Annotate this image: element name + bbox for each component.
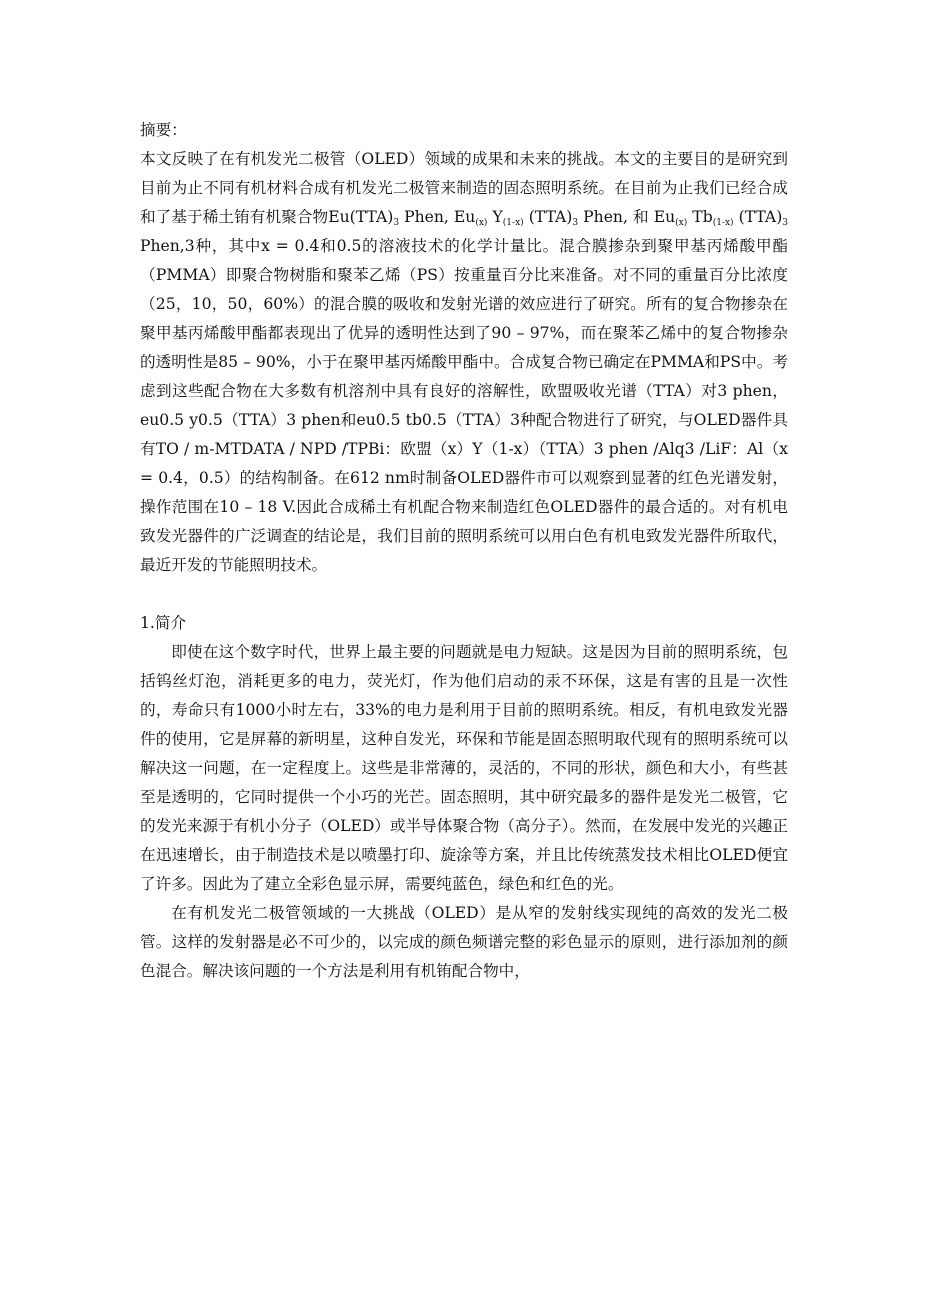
intro-heading: 1.简介 [140,614,187,632]
subscript: 3 [782,218,789,228]
subscript: 3 [572,218,579,228]
abstract-text: Phen, 和 Eu [578,208,676,226]
abstract-text: Phen, Eu [399,208,476,226]
intro-paragraph-1: 即使在这个数字时代，世界上最主要的问题就是电力短缺。这是因为目前的照明系统，包括钨丝灯泡，消耗更多的电力，荧光灯，作为他们启动的汞不环保，这是有害的且是一次性的，寿命只有1000小时左右，33%的电力是利用于目前的照明系统。相反，有机电致发光器件的使用，它是屏幕的新明星，这种自发光，环保和节能是固态照明取代现有的照明系统可以解决这一问题，在一定程度上。这些是非常薄的，灵活的，不同的形状，颜色和大小，有些甚至是透明的，它同时提供一个小巧的光芒。固态照明，其中研究最多的器件是发光二极管，它的发光来源于有机小分子（OLED）或半导体聚合物（高分子）。然而，在发展中发光的兴趣正在迅速增长，由于制造技术是以喷墨打印、旋涂等方案，并且比传统蒸发技术相比OLED便宜了许多。因此为了建立全彩色显示屏，需要纯蓝色，绿色和红色的光。 [140,643,788,893]
subscript: (x) [675,218,688,228]
abstract-text: Tb [687,208,713,226]
subscript: (1-x) [502,218,524,228]
subscript: (x) [475,218,488,228]
subscript: (1-x) [712,218,734,228]
abstract-text: Y [487,208,503,226]
abstract-text: Phen,3种，其中x = 0.4和0.5的溶液技术的化学计量比。混合膜掺杂到聚甲基丙烯酸甲酯（PMMA）即聚合物树脂和聚苯乙烯（PS）按重量百分比来准备。对不同的重量百分比浓度（25，10，50，60%）的混合膜的吸收和发射光谱的效应进行了研究。所有的复合物掺杂在聚甲基丙烯酸甲酯都表现出了优异的透明性达到了90 – 97%，而在聚苯乙烯中的复合物掺杂的透明性是85 – 90%，小于在聚甲基丙烯酸甲酯中。合成复合物已确定在PMMA和PS中。考虑到这些配合物在大多数有机溶剂中具有良好的溶解性，欧盟吸收光谱（TTA）对3 phen，eu0.5 y0.5（TTA）3 phen和eu0.5 tb0.5（TTA）3种配合物进行了研究，与OLED器件具有TO / m-MTDATA / NPD /TPBi：欧盟（x）Y（1-x）（TTA）3 phen /Alq3 /LiF：Al（x = 0.4，0.5）的结构制备。在612 nm时制备OLED器件市可以观察到显著的红色光谱发射，操作范围在10 – 18 V.因此合成稀土有机配合物来制造红色OLED器件的最合适的。对有机电致发光器件的广泛调查的结论是，我们目前的照明系统可以用白色有机电致发光器件所取代，最近开发的节能照明技术。 [140,237,788,574]
section-gap [140,580,788,609]
abstract-heading: 摘要： [140,121,187,139]
intro-paragraph-2: 在有机发光二极管领域的一大挑战（OLED）是从窄的发射线实现纯的高效的发光二极管。这样的发射器是必不可少的，以完成的颜色频谱完整的彩色显示的原则，进行添加剂的颜色混合。解决该问题的一个方法是利用有机铕配合物中， [140,904,788,980]
abstract-paragraph [140,145,788,580]
abstract-text: 本文反映了在有机发光二极管（OLED）领域的成果和未来的挑战。本文的主要目的是研究到目前为止不同有机材料合成有机发光二极管来制造的固态照明系统。在目前为止我们已经合成和了基于稀土铕有机聚合物Eu(TTA) [140,150,788,226]
abstract-text: (TTA) [523,208,573,226]
document-page [140,116,788,986]
subscript: 3 [393,218,400,228]
abstract-text: (TTA) [733,208,783,226]
